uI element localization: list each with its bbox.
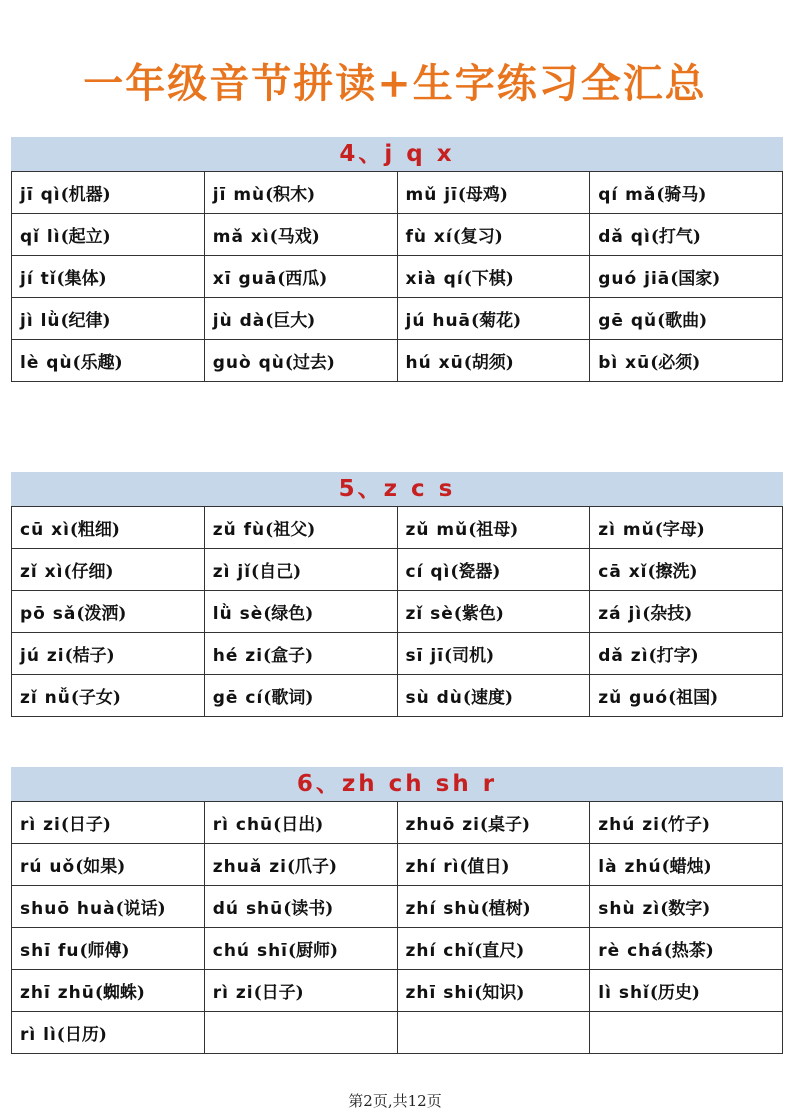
hanzi-text: (植树) (480, 899, 531, 919)
table-row (12, 844, 783, 886)
hanzi-text: (桔子) (64, 646, 115, 666)
hanzi-text: (速度) (462, 688, 514, 708)
pinyin-text: dǎ qì (598, 227, 651, 247)
word-cell (397, 256, 590, 298)
hanzi-text: (仔细) (63, 562, 114, 582)
word-cell (12, 214, 205, 256)
hanzi-text: (积木) (265, 185, 316, 205)
hanzi-text: (读书) (283, 899, 334, 919)
hanzi-text: (擦洗) (647, 562, 698, 582)
hanzi-text: (祖国) (668, 688, 719, 708)
word-cell (397, 844, 590, 886)
word-cell (12, 1012, 205, 1054)
pinyin-text: rì lì (20, 1025, 57, 1045)
pinyin-text: jì lǜ (20, 311, 61, 331)
word-cell (397, 591, 590, 633)
word-cell (397, 214, 590, 256)
hanzi-text: (瓷器) (450, 562, 501, 582)
page-title: 一年级音节拼读+生字练习全汇总 (83, 60, 707, 107)
hanzi-text: (打字) (648, 646, 699, 666)
word-table (11, 506, 783, 717)
table-row (12, 298, 783, 340)
pinyin-text: dú shū (212, 899, 284, 919)
hanzi-text: (国家) (670, 269, 721, 289)
word-cell (12, 970, 205, 1012)
pinyin-text: xī guā (212, 269, 278, 289)
pinyin-text: rè chá (598, 941, 664, 961)
section-header: 4、j q x (11, 137, 783, 171)
word-cell (204, 633, 397, 675)
word-cell (590, 886, 783, 928)
pinyin-text: chú shī (212, 941, 288, 961)
word-cell (590, 549, 783, 591)
pinyin-text: zì mǔ (598, 520, 655, 540)
pinyin-text: gē qǔ (598, 311, 658, 331)
word-cell (204, 214, 397, 256)
hanzi-text: (日子) (60, 815, 111, 835)
table-row (12, 507, 783, 549)
word-cell (12, 298, 205, 340)
table-row (12, 340, 783, 382)
pinyin-text: qǐ lì (20, 227, 61, 247)
word-cell (204, 549, 397, 591)
word-cell (590, 844, 783, 886)
table-row (12, 172, 783, 214)
hanzi-text: (胡须) (463, 353, 514, 373)
word-cell (397, 802, 590, 844)
pinyin-text: hú xū (405, 353, 464, 373)
hanzi-text: (母鸡) (457, 185, 508, 205)
hanzi-text: (歌词) (263, 688, 314, 708)
pinyin-text: zǐ nǚ (20, 688, 71, 708)
word-cell (590, 172, 783, 214)
pinyin-text: rú uǒ (20, 857, 76, 877)
pinyin-text: dǎ zì (598, 646, 649, 666)
word-cell (397, 928, 590, 970)
hanzi-text: (自己) (251, 562, 302, 582)
pinyin-text: lè qù (20, 353, 73, 373)
pinyin-text: fù xí (405, 227, 453, 247)
pinyin-text: jú huā (405, 311, 472, 331)
hanzi-text: (马戏) (269, 227, 320, 247)
word-cell (204, 675, 397, 717)
pinyin-text: jù dà (212, 311, 266, 331)
pinyin-text: guó jiā (598, 269, 671, 289)
word-cell (397, 507, 590, 549)
pinyin-text: jí tǐ (20, 269, 57, 289)
hanzi-text: (巨大) (265, 311, 316, 331)
hanzi-text: (爪子) (286, 857, 338, 877)
pinyin-text: zǐ xì (20, 562, 64, 582)
pinyin-text: mǎ xì (212, 227, 270, 247)
pinyin-text: xià qí (405, 269, 464, 289)
hanzi-text: (历史) (649, 983, 700, 1003)
hanzi-text: (必须) (650, 353, 701, 373)
pinyin-text: zǔ guó (598, 688, 669, 708)
hanzi-text: (值日) (459, 857, 510, 877)
word-cell (590, 340, 783, 382)
hanzi-text: (纪律) (60, 311, 111, 331)
word-cell (590, 298, 783, 340)
table-row (12, 633, 783, 675)
word-cell (397, 1012, 590, 1054)
section-zh-ch-sh-r (11, 767, 783, 1054)
word-cell (204, 844, 397, 886)
hanzi-text: (司机) (444, 646, 495, 666)
hanzi-text: (知识) (474, 983, 525, 1003)
hanzi-text: (骑马) (656, 185, 707, 205)
hanzi-text: (日历) (56, 1025, 107, 1045)
word-table (11, 801, 783, 1054)
word-cell (397, 633, 590, 675)
word-cell (590, 928, 783, 970)
hanzi-text: (乐趣) (72, 353, 123, 373)
hanzi-text: (紫色) (453, 604, 504, 624)
hanzi-text: (竹子) (660, 815, 711, 835)
pinyin-text: rì zi (212, 983, 254, 1003)
hanzi-text: (蜘蛛) (94, 983, 145, 1003)
hanzi-text: (师傅) (79, 941, 130, 961)
hanzi-text: (盒子) (263, 646, 314, 666)
hanzi-text: (打气) (650, 227, 701, 247)
table-row (12, 802, 783, 844)
pinyin-text: zhú zi (598, 815, 660, 835)
word-cell (204, 1012, 397, 1054)
word-cell (204, 256, 397, 298)
hanzi-text: (子女) (70, 688, 121, 708)
hanzi-text: (蜡烛) (661, 857, 712, 877)
pinyin-text: zǐ sè (405, 604, 454, 624)
word-cell (12, 844, 205, 886)
pinyin-text: zhí chǐ (405, 941, 475, 961)
table-row (12, 928, 783, 970)
pinyin-text: là zhú (598, 857, 662, 877)
hanzi-text: (桌子) (479, 815, 531, 835)
pinyin-text: zì jǐ (212, 562, 252, 582)
hanzi-text: (杂技) (642, 604, 693, 624)
hanzi-text: (过去) (284, 353, 335, 373)
table-row (12, 675, 783, 717)
word-table (11, 171, 783, 382)
pinyin-text: cū xì (20, 520, 70, 540)
section-zcs (11, 472, 783, 717)
pinyin-text: bì xū (598, 353, 651, 373)
hanzi-text: (机器) (60, 185, 111, 205)
word-cell (12, 256, 205, 298)
pinyin-text: zá jì (598, 604, 643, 624)
word-cell (204, 340, 397, 382)
hanzi-text: (西瓜) (277, 269, 328, 289)
hanzi-text: (祖母) (468, 520, 519, 540)
word-cell (397, 298, 590, 340)
section-header: 5、z c s (11, 472, 783, 506)
pinyin-text: pō sǎ (20, 604, 77, 624)
table-row (12, 970, 783, 1012)
word-cell (590, 633, 783, 675)
word-cell (590, 970, 783, 1012)
word-cell (397, 340, 590, 382)
pinyin-text: shù zì (598, 899, 661, 919)
pinyin-text: jī qì (20, 185, 61, 205)
hanzi-text: (起立) (60, 227, 111, 247)
word-cell (12, 591, 205, 633)
word-cell (12, 549, 205, 591)
pinyin-text: zhí shù (405, 899, 481, 919)
pinyin-text: jī mù (212, 185, 266, 205)
word-cell (204, 928, 397, 970)
hanzi-text: (字母) (654, 520, 705, 540)
word-cell (397, 886, 590, 928)
word-cell (590, 802, 783, 844)
pinyin-text: lì shǐ (598, 983, 650, 1003)
pinyin-text: zǔ fù (212, 520, 266, 540)
pinyin-text: zhī shi (405, 983, 475, 1003)
hanzi-text: (下棋) (463, 269, 514, 289)
word-cell (204, 886, 397, 928)
hanzi-text: (菊花) (471, 311, 522, 331)
hanzi-text: (说话) (115, 899, 166, 919)
word-cell (397, 549, 590, 591)
word-cell (12, 172, 205, 214)
hanzi-text: (复习) (452, 227, 503, 247)
page-footer: 第2页,共12页 (348, 1092, 442, 1110)
word-cell (590, 591, 783, 633)
pinyin-text: zǔ mǔ (405, 520, 469, 540)
hanzi-text: (数字) (660, 899, 711, 919)
word-cell (397, 172, 590, 214)
pinyin-text: sù dù (405, 688, 463, 708)
table-row (12, 549, 783, 591)
pinyin-text: jú zi (20, 646, 65, 666)
section-header: 6、zh ch sh r (11, 767, 783, 801)
pinyin-text: zhuō zi (405, 815, 480, 835)
hanzi-text: (热茶) (663, 941, 714, 961)
word-cell (590, 214, 783, 256)
hanzi-text: (粗细) (69, 520, 120, 540)
word-cell (12, 633, 205, 675)
hanzi-text: (日出) (273, 815, 324, 835)
pinyin-text: cí qì (405, 562, 451, 582)
pinyin-text: hé zi (212, 646, 264, 666)
word-cell (590, 1012, 783, 1054)
word-cell (12, 928, 205, 970)
hanzi-text: (如果) (75, 857, 126, 877)
hanzi-text: (歌曲) (657, 311, 708, 331)
pinyin-text: zhí rì (405, 857, 460, 877)
pinyin-text: cā xǐ (598, 562, 648, 582)
pinyin-text: zhuǎ zi (212, 857, 287, 877)
pinyin-text: zhī zhū (20, 983, 95, 1003)
table-row (12, 1012, 783, 1054)
hanzi-text: (直尺) (474, 941, 525, 961)
word-cell (397, 675, 590, 717)
hanzi-text: (厨师) (288, 941, 339, 961)
section-jqx (11, 137, 783, 382)
word-cell (12, 802, 205, 844)
table-row (12, 886, 783, 928)
pinyin-text: lǜ sè (212, 604, 264, 624)
hanzi-text: (泼洒) (76, 604, 127, 624)
word-cell (12, 507, 205, 549)
pinyin-text: rì zi (20, 815, 61, 835)
pinyin-text: sī jī (405, 646, 445, 666)
word-cell (590, 256, 783, 298)
pinyin-text: qí mǎ (598, 185, 657, 205)
word-cell (204, 172, 397, 214)
pinyin-text: guò qù (212, 353, 285, 373)
word-cell (204, 802, 397, 844)
table-row (12, 591, 783, 633)
table-row (12, 214, 783, 256)
pinyin-text: shuō huà (20, 899, 116, 919)
word-cell (397, 970, 590, 1012)
word-cell (204, 507, 397, 549)
word-cell (590, 507, 783, 549)
word-cell (12, 886, 205, 928)
hanzi-text: (绿色) (263, 604, 314, 624)
word-cell (204, 298, 397, 340)
hanzi-text: (祖父) (265, 520, 316, 540)
pinyin-text: shī fu (20, 941, 80, 961)
table-row (12, 256, 783, 298)
word-cell (204, 591, 397, 633)
pinyin-text: rì chū (212, 815, 274, 835)
word-cell (12, 340, 205, 382)
pinyin-text: gē cí (212, 688, 264, 708)
word-cell (12, 675, 205, 717)
hanzi-text: (集体) (56, 269, 107, 289)
word-cell (590, 675, 783, 717)
hanzi-text: (日子) (253, 983, 304, 1003)
pinyin-text: mǔ jī (405, 185, 458, 205)
word-cell (204, 970, 397, 1012)
